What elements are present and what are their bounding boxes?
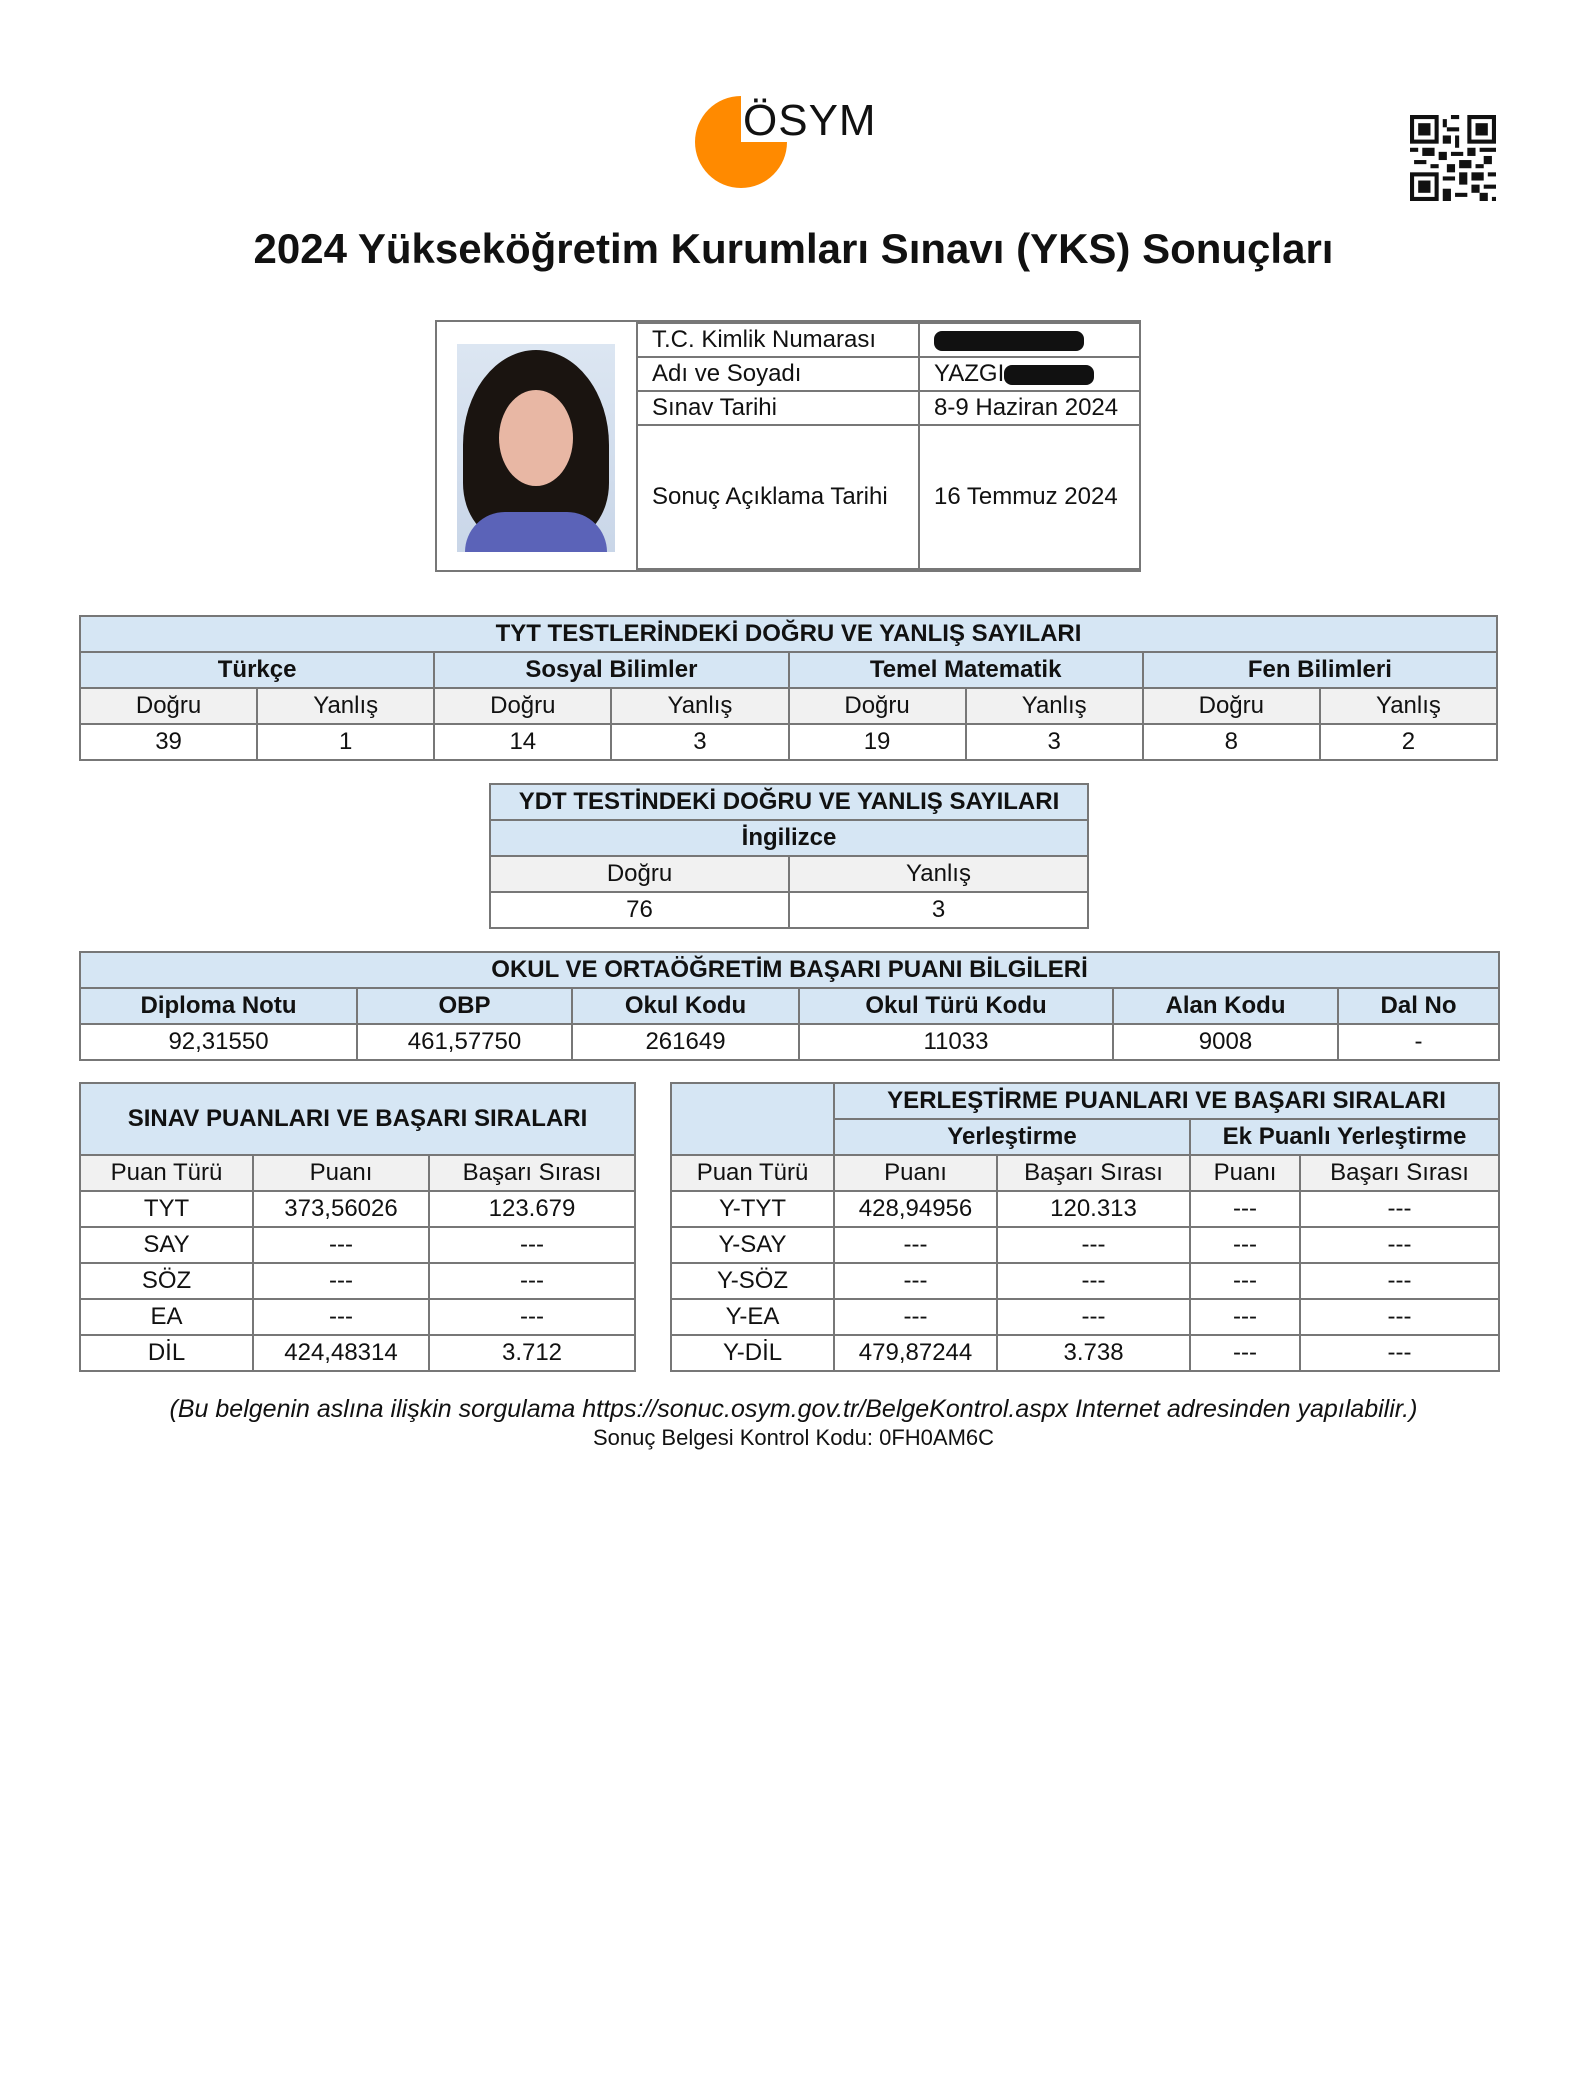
school-value: 9008	[1113, 1024, 1338, 1060]
placement-rank: 120.313	[997, 1191, 1190, 1227]
extra-rank: ---	[1300, 1191, 1499, 1227]
school-header: Okul Kodu	[572, 988, 799, 1024]
school-value: 461,57750	[357, 1024, 572, 1060]
placement-group-header: Yerleştirme	[834, 1119, 1190, 1155]
school-value: 11033	[799, 1024, 1113, 1060]
extra-rank: ---	[1300, 1299, 1499, 1335]
placement-type: Y-TYT	[671, 1191, 834, 1227]
placement-type: Y-DİL	[671, 1335, 834, 1371]
table-row	[80, 1227, 1499, 1263]
correct-label: Doğru	[789, 688, 966, 724]
correct-label: Doğru	[490, 856, 789, 892]
ydt-title: YDT TESTİNDEKİ DOĞRU VE YANLIŞ SAYILARI	[490, 784, 1088, 820]
extra-score: ---	[1190, 1299, 1300, 1335]
school-value: 261649	[572, 1024, 799, 1060]
score-value: 373,56026	[253, 1191, 429, 1227]
wrong-count: 3	[611, 724, 788, 760]
extra-rank: ---	[1300, 1335, 1499, 1371]
school-header: OBP	[357, 988, 572, 1024]
wrong-count: 3	[789, 892, 1088, 928]
tc-label: T.C. Kimlik Numarası	[637, 323, 919, 357]
logo-text: ÖSYM	[743, 96, 877, 145]
scores-title: SINAV PUANLARI VE BAŞARI SIRALARI	[80, 1083, 635, 1155]
placement-type: Y-EA	[671, 1299, 834, 1335]
school-value: -	[1338, 1024, 1499, 1060]
score-rank: ---	[429, 1227, 635, 1263]
placement-title: YERLEŞTİRME PUANLARI VE BAŞARI SIRALARI	[834, 1083, 1499, 1119]
exam-date-label: Sınav Tarihi	[637, 391, 919, 425]
extra-score: ---	[1190, 1263, 1300, 1299]
school-table	[79, 951, 1500, 1061]
placement-rank: 3.738	[997, 1335, 1190, 1371]
school-header: Dal No	[1338, 988, 1499, 1024]
placement-rank: ---	[997, 1227, 1190, 1263]
photo-face	[499, 390, 573, 486]
score-rank: ---	[429, 1263, 635, 1299]
subject-header: Sosyal Bilimler	[434, 652, 788, 688]
wrong-label: Yanlış	[257, 688, 434, 724]
subject-header: Fen Bilimleri	[1143, 652, 1497, 688]
score-rank: ---	[429, 1299, 635, 1335]
tyt-table	[79, 615, 1498, 761]
placement-blank-header	[671, 1083, 834, 1155]
subject-header: Temel Matematik	[789, 652, 1143, 688]
wrong-label: Yanlış	[611, 688, 788, 724]
subject-header: Türkçe	[80, 652, 434, 688]
scores-header: Başarı Sırası	[429, 1155, 635, 1191]
school-title: OKUL VE ORTAÖĞRETİM BAŞARI PUANI BİLGİLERİ	[80, 952, 1499, 988]
placement-type: Y-SAY	[671, 1227, 834, 1263]
wrong-count: 3	[966, 724, 1143, 760]
placement-header: Puanı	[1190, 1155, 1300, 1191]
score-type: TYT	[80, 1191, 253, 1227]
extra-score: ---	[1190, 1335, 1300, 1371]
extra-score: ---	[1190, 1227, 1300, 1263]
placement-header: Başarı Sırası	[997, 1155, 1190, 1191]
correct-label: Doğru	[1143, 688, 1320, 724]
wrong-label: Yanlış	[966, 688, 1143, 724]
placement-score: ---	[834, 1263, 997, 1299]
candidate-photo	[457, 344, 615, 552]
extra-rank: ---	[1300, 1227, 1499, 1263]
scores-header: Puan Türü	[80, 1155, 253, 1191]
correct-count: 19	[789, 724, 966, 760]
score-value: ---	[253, 1299, 429, 1335]
correct-label: Doğru	[80, 688, 257, 724]
result-date-value: 16 Temmuz 2024	[919, 425, 1140, 569]
school-value: 92,31550	[80, 1024, 357, 1060]
page-title: 2024 Yükseköğretim Kurumları Sınavı (YKS) Sonuçları	[253, 225, 1334, 272]
score-value: ---	[253, 1263, 429, 1299]
name-value	[919, 357, 1140, 391]
name-text: YAZGI	[934, 360, 1005, 387]
placement-rank: ---	[997, 1263, 1190, 1299]
placement-score: ---	[834, 1299, 997, 1335]
photo-shirt	[465, 512, 607, 552]
score-type: EA	[80, 1299, 253, 1335]
scores-table	[79, 1082, 1500, 1372]
redaction-mark	[934, 331, 1084, 351]
correct-count: 8	[1143, 724, 1320, 760]
qr-code-icon	[1410, 115, 1496, 201]
score-rank: 3.712	[429, 1335, 635, 1371]
wrong-count: 2	[1320, 724, 1497, 760]
column-gap	[635, 1083, 671, 1371]
table-row	[80, 1191, 1499, 1227]
placement-header: Puanı	[834, 1155, 997, 1191]
correct-count: 76	[490, 892, 789, 928]
score-type: SÖZ	[80, 1263, 253, 1299]
wrong-count: 1	[257, 724, 434, 760]
table-row	[80, 1263, 1499, 1299]
identity-block	[435, 320, 1141, 572]
score-type: DİL	[80, 1335, 253, 1371]
correct-label: Doğru	[434, 688, 611, 724]
school-header: Okul Türü Kodu	[799, 988, 1113, 1024]
school-header: Diploma Notu	[80, 988, 357, 1024]
identity-table	[636, 322, 1141, 570]
school-header: Alan Kodu	[1113, 988, 1338, 1024]
wrong-label: Yanlış	[789, 856, 1088, 892]
score-type: SAY	[80, 1227, 253, 1263]
ydt-table	[489, 783, 1089, 929]
score-value: 424,48314	[253, 1335, 429, 1371]
placement-type: Y-SÖZ	[671, 1263, 834, 1299]
control-code: Sonuç Belgesi Kontrol Kodu: 0FH0AM6C	[592, 1425, 995, 1450]
table-row	[80, 1299, 1499, 1335]
placement-score: ---	[834, 1227, 997, 1263]
ydt-subject: İngilizce	[490, 820, 1088, 856]
tyt-title: TYT TESTLERİNDEKİ DOĞRU VE YANLIŞ SAYILARI	[80, 616, 1497, 652]
correct-count: 14	[434, 724, 611, 760]
wrong-label: Yanlış	[1320, 688, 1497, 724]
verification-note: (Bu belgenin aslına ilişkin sorgulama https://sonuc.osym.gov.tr/BelgeKontrol.aspx Internet adresinden yapılabilir.)	[169, 1395, 1418, 1423]
table-row	[80, 1335, 1499, 1371]
placement-header: Puan Türü	[671, 1155, 834, 1191]
name-label: Adı ve Soyadı	[637, 357, 919, 391]
placement-score: 479,87244	[834, 1335, 997, 1371]
score-rank: 123.679	[429, 1191, 635, 1227]
placement-group-header: Ek Puanlı Yerleştirme	[1190, 1119, 1499, 1155]
placement-header: Başarı Sırası	[1300, 1155, 1499, 1191]
osym-logo	[695, 92, 895, 192]
score-value: ---	[253, 1227, 429, 1263]
scores-header: Puanı	[253, 1155, 429, 1191]
result-date-label: Sonuç Açıklama Tarihi	[637, 425, 919, 569]
correct-count: 39	[80, 724, 257, 760]
placement-score: 428,94956	[834, 1191, 997, 1227]
tc-value	[919, 323, 1140, 357]
extra-rank: ---	[1300, 1263, 1499, 1299]
placement-rank: ---	[997, 1299, 1190, 1335]
extra-score: ---	[1190, 1191, 1300, 1227]
redaction-mark	[1004, 365, 1094, 385]
exam-date-value: 8-9 Haziran 2024	[919, 391, 1140, 425]
